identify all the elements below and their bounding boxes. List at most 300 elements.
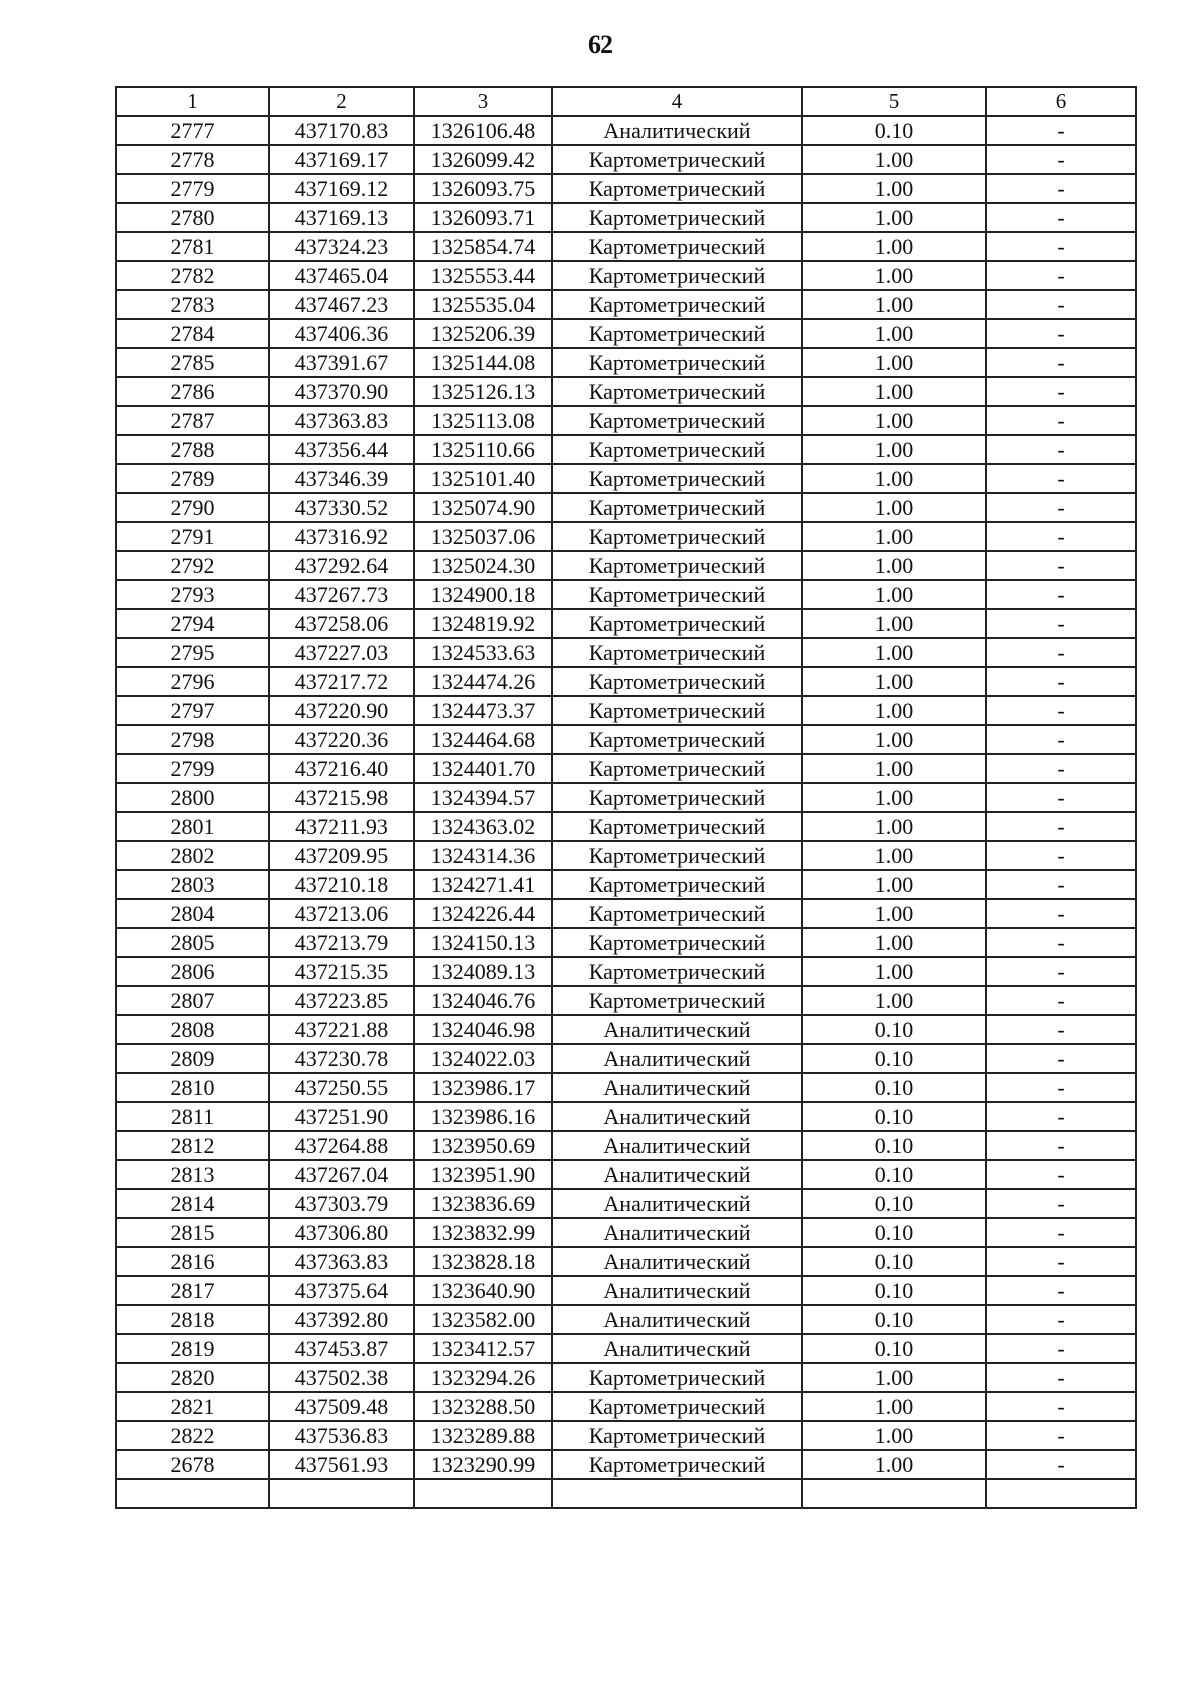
table-row (116, 1479, 1136, 1508)
note-cell: - (986, 377, 1136, 406)
method-cell: Картометрический (552, 725, 802, 754)
y-coordinate-cell: 1325126.13 (414, 377, 552, 406)
method-cell: Картометрический (552, 261, 802, 290)
accuracy-cell (802, 1479, 986, 1508)
x-coordinate-cell: 437169.12 (269, 174, 414, 203)
point-number-cell: 2785 (116, 348, 269, 377)
table-row (116, 1305, 1136, 1334)
method-cell: Картометрический (552, 1450, 802, 1479)
method-cell: Картометрический (552, 609, 802, 638)
header-cell: 1 (116, 87, 269, 116)
table-row (116, 1276, 1136, 1305)
note-cell: - (986, 1421, 1136, 1450)
y-coordinate-cell: 1323294.26 (414, 1363, 552, 1392)
y-coordinate-cell: 1326099.42 (414, 145, 552, 174)
x-coordinate-cell (269, 1479, 414, 1508)
note-cell: - (986, 957, 1136, 986)
table-row (116, 783, 1136, 812)
note-cell: - (986, 406, 1136, 435)
y-coordinate-cell: 1324533.63 (414, 638, 552, 667)
y-coordinate-cell: 1324150.13 (414, 928, 552, 957)
note-cell: - (986, 1189, 1136, 1218)
method-cell: Аналитический (552, 1015, 802, 1044)
accuracy-cell: 1.00 (802, 203, 986, 232)
method-cell: Картометрический (552, 435, 802, 464)
accuracy-cell: 1.00 (802, 899, 986, 928)
method-cell: Картометрический (552, 493, 802, 522)
x-coordinate-cell: 437230.78 (269, 1044, 414, 1073)
table-row (116, 406, 1136, 435)
note-cell: - (986, 928, 1136, 957)
x-coordinate-cell: 437363.83 (269, 1247, 414, 1276)
accuracy-cell: 1.00 (802, 986, 986, 1015)
method-cell: Картометрический (552, 580, 802, 609)
point-number-cell: 2799 (116, 754, 269, 783)
note-cell: - (986, 812, 1136, 841)
x-coordinate-cell: 437251.90 (269, 1102, 414, 1131)
table-row (116, 145, 1136, 174)
point-number-cell: 2792 (116, 551, 269, 580)
x-coordinate-cell: 437209.95 (269, 841, 414, 870)
note-cell: - (986, 290, 1136, 319)
point-number-cell: 2782 (116, 261, 269, 290)
note-cell: - (986, 145, 1136, 174)
table-row (116, 261, 1136, 290)
y-coordinate-cell: 1326106.48 (414, 116, 552, 145)
table-row (116, 1073, 1136, 1102)
method-cell: Картометрический (552, 464, 802, 493)
table-row (116, 1247, 1136, 1276)
accuracy-cell: 1.00 (802, 812, 986, 841)
table-row (116, 754, 1136, 783)
method-cell: Картометрический (552, 348, 802, 377)
x-coordinate-cell: 437267.04 (269, 1160, 414, 1189)
note-cell: - (986, 1218, 1136, 1247)
accuracy-cell: 1.00 (802, 435, 986, 464)
method-cell: Аналитический (552, 1189, 802, 1218)
point-number-cell: 2813 (116, 1160, 269, 1189)
accuracy-cell: 1.00 (802, 377, 986, 406)
header-cell: 3 (414, 87, 552, 116)
point-number-cell: 2798 (116, 725, 269, 754)
note-cell: - (986, 580, 1136, 609)
note-cell: - (986, 1363, 1136, 1392)
point-number-cell: 2818 (116, 1305, 269, 1334)
accuracy-cell: 0.10 (802, 1073, 986, 1102)
y-coordinate-cell: 1324401.70 (414, 754, 552, 783)
point-number-cell: 2777 (116, 116, 269, 145)
y-coordinate-cell: 1324022.03 (414, 1044, 552, 1073)
point-number-cell: 2805 (116, 928, 269, 957)
point-number-cell: 2791 (116, 522, 269, 551)
x-coordinate-cell: 437215.98 (269, 783, 414, 812)
table-row (116, 841, 1136, 870)
y-coordinate-cell: 1325101.40 (414, 464, 552, 493)
x-coordinate-cell: 437467.23 (269, 290, 414, 319)
method-cell: Картометрический (552, 638, 802, 667)
accuracy-cell: 1.00 (802, 783, 986, 812)
note-cell: - (986, 174, 1136, 203)
table-row (116, 957, 1136, 986)
header-cell: 4 (552, 87, 802, 116)
y-coordinate-cell: 1325854.74 (414, 232, 552, 261)
point-number-cell: 2790 (116, 493, 269, 522)
accuracy-cell: 1.00 (802, 667, 986, 696)
x-coordinate-cell: 437392.80 (269, 1305, 414, 1334)
point-number-cell: 2806 (116, 957, 269, 986)
point-number-cell: 2814 (116, 1189, 269, 1218)
accuracy-cell: 0.10 (802, 1131, 986, 1160)
note-cell: - (986, 1450, 1136, 1479)
y-coordinate-cell: 1323986.17 (414, 1073, 552, 1102)
table-row (116, 377, 1136, 406)
method-cell: Аналитический (552, 116, 802, 145)
note-cell: - (986, 754, 1136, 783)
point-number-cell: 2817 (116, 1276, 269, 1305)
x-coordinate-cell: 437221.88 (269, 1015, 414, 1044)
note-cell: - (986, 841, 1136, 870)
x-coordinate-cell: 437306.80 (269, 1218, 414, 1247)
note-cell: - (986, 783, 1136, 812)
table-row (116, 116, 1136, 145)
x-coordinate-cell: 437346.39 (269, 464, 414, 493)
note-cell: - (986, 1015, 1136, 1044)
y-coordinate-cell: 1323582.00 (414, 1305, 552, 1334)
table-row (116, 348, 1136, 377)
table-row (116, 1102, 1136, 1131)
accuracy-cell: 0.10 (802, 1015, 986, 1044)
table-row (116, 928, 1136, 957)
table-row (116, 986, 1136, 1015)
accuracy-cell: 1.00 (802, 580, 986, 609)
y-coordinate-cell: 1324819.92 (414, 609, 552, 638)
accuracy-cell: 0.10 (802, 1160, 986, 1189)
y-coordinate-cell: 1325144.08 (414, 348, 552, 377)
x-coordinate-cell: 437536.83 (269, 1421, 414, 1450)
method-cell: Аналитический (552, 1160, 802, 1189)
note-cell: - (986, 116, 1136, 145)
point-number-cell: 2801 (116, 812, 269, 841)
note-cell (986, 1479, 1136, 1508)
note-cell: - (986, 1160, 1136, 1189)
y-coordinate-cell: 1324089.13 (414, 957, 552, 986)
point-number-cell (116, 1479, 269, 1508)
note-cell: - (986, 522, 1136, 551)
note-cell: - (986, 1044, 1136, 1073)
point-number-cell: 2784 (116, 319, 269, 348)
table-row (116, 1218, 1136, 1247)
table-row (116, 232, 1136, 261)
accuracy-cell: 1.00 (802, 406, 986, 435)
note-cell: - (986, 870, 1136, 899)
y-coordinate-cell: 1325074.90 (414, 493, 552, 522)
accuracy-cell: 0.10 (802, 116, 986, 145)
y-coordinate-cell: 1326093.75 (414, 174, 552, 203)
y-coordinate-cell: 1324046.76 (414, 986, 552, 1015)
y-coordinate-cell: 1326093.71 (414, 203, 552, 232)
x-coordinate-cell: 437391.67 (269, 348, 414, 377)
point-number-cell: 2788 (116, 435, 269, 464)
point-number-cell: 2800 (116, 783, 269, 812)
x-coordinate-cell: 437267.73 (269, 580, 414, 609)
x-coordinate-cell: 437502.38 (269, 1363, 414, 1392)
header-cell: 2 (269, 87, 414, 116)
method-cell: Картометрический (552, 145, 802, 174)
y-coordinate-cell: 1323288.50 (414, 1392, 552, 1421)
table-row (116, 667, 1136, 696)
x-coordinate-cell: 437324.23 (269, 232, 414, 261)
accuracy-cell: 0.10 (802, 1189, 986, 1218)
method-cell: Картометрический (552, 406, 802, 435)
y-coordinate-cell: 1325535.04 (414, 290, 552, 319)
x-coordinate-cell: 437220.36 (269, 725, 414, 754)
accuracy-cell: 1.00 (802, 551, 986, 580)
table-row (116, 174, 1136, 203)
note-cell: - (986, 1073, 1136, 1102)
accuracy-cell: 1.00 (802, 1392, 986, 1421)
y-coordinate-cell: 1324394.57 (414, 783, 552, 812)
accuracy-cell: 1.00 (802, 696, 986, 725)
table-row (116, 899, 1136, 928)
table-row (116, 725, 1136, 754)
y-coordinate-cell: 1324900.18 (414, 580, 552, 609)
x-coordinate-cell: 437509.48 (269, 1392, 414, 1421)
x-coordinate-cell: 437316.92 (269, 522, 414, 551)
table-row (116, 493, 1136, 522)
y-coordinate-cell: 1325206.39 (414, 319, 552, 348)
point-number-cell: 2821 (116, 1392, 269, 1421)
method-cell: Картометрический (552, 377, 802, 406)
table-row (116, 1131, 1136, 1160)
accuracy-cell: 0.10 (802, 1247, 986, 1276)
header-cell: 6 (986, 87, 1136, 116)
x-coordinate-cell: 437250.55 (269, 1073, 414, 1102)
note-cell: - (986, 1131, 1136, 1160)
note-cell: - (986, 1247, 1136, 1276)
table-row (116, 1044, 1136, 1073)
point-number-cell: 2786 (116, 377, 269, 406)
accuracy-cell: 1.00 (802, 493, 986, 522)
y-coordinate-cell: 1325110.66 (414, 435, 552, 464)
point-number-cell: 2819 (116, 1334, 269, 1363)
method-cell: Картометрический (552, 319, 802, 348)
y-coordinate-cell: 1324046.98 (414, 1015, 552, 1044)
accuracy-cell: 1.00 (802, 145, 986, 174)
y-coordinate-cell: 1323836.69 (414, 1189, 552, 1218)
point-number-cell: 2815 (116, 1218, 269, 1247)
accuracy-cell: 1.00 (802, 174, 986, 203)
x-coordinate-cell: 437220.90 (269, 696, 414, 725)
point-number-cell: 2778 (116, 145, 269, 174)
accuracy-cell: 1.00 (802, 841, 986, 870)
y-coordinate-cell: 1324474.26 (414, 667, 552, 696)
table-row (116, 203, 1136, 232)
point-number-cell: 2820 (116, 1363, 269, 1392)
method-cell: Картометрический (552, 870, 802, 899)
table-body (116, 87, 1136, 1508)
y-coordinate-cell: 1323828.18 (414, 1247, 552, 1276)
method-cell: Аналитический (552, 1102, 802, 1131)
accuracy-cell: 1.00 (802, 464, 986, 493)
y-coordinate-cell: 1325553.44 (414, 261, 552, 290)
method-cell: Аналитический (552, 1044, 802, 1073)
table-row (116, 1421, 1136, 1450)
method-cell: Аналитический (552, 1276, 802, 1305)
y-coordinate-cell: 1324363.02 (414, 812, 552, 841)
y-coordinate-cell: 1323951.90 (414, 1160, 552, 1189)
y-coordinate-cell: 1325113.08 (414, 406, 552, 435)
method-cell: Картометрический (552, 1392, 802, 1421)
note-cell: - (986, 261, 1136, 290)
header-cell: 5 (802, 87, 986, 116)
accuracy-cell: 1.00 (802, 754, 986, 783)
x-coordinate-cell: 437216.40 (269, 754, 414, 783)
table-row (116, 522, 1136, 551)
x-coordinate-cell: 437227.03 (269, 638, 414, 667)
point-number-cell: 2796 (116, 667, 269, 696)
note-cell: - (986, 609, 1136, 638)
point-number-cell: 2822 (116, 1421, 269, 1450)
method-cell: Аналитический (552, 1247, 802, 1276)
table-row (116, 1363, 1136, 1392)
method-cell: Аналитический (552, 1334, 802, 1363)
note-cell: - (986, 1334, 1136, 1363)
accuracy-cell: 1.00 (802, 638, 986, 667)
x-coordinate-cell: 437210.18 (269, 870, 414, 899)
note-cell: - (986, 348, 1136, 377)
y-coordinate-cell: 1324464.68 (414, 725, 552, 754)
accuracy-cell: 1.00 (802, 957, 986, 986)
note-cell: - (986, 319, 1136, 348)
method-cell: Картометрический (552, 754, 802, 783)
method-cell: Картометрический (552, 696, 802, 725)
y-coordinate-cell: 1325024.30 (414, 551, 552, 580)
x-coordinate-cell: 437561.93 (269, 1450, 414, 1479)
x-coordinate-cell: 437217.72 (269, 667, 414, 696)
accuracy-cell: 1.00 (802, 1363, 986, 1392)
note-cell: - (986, 667, 1136, 696)
point-number-cell: 2811 (116, 1102, 269, 1131)
note-cell: - (986, 638, 1136, 667)
point-number-cell: 2797 (116, 696, 269, 725)
method-cell: Картометрический (552, 812, 802, 841)
note-cell: - (986, 232, 1136, 261)
table-row (116, 464, 1136, 493)
point-number-cell: 2816 (116, 1247, 269, 1276)
note-cell: - (986, 725, 1136, 754)
accuracy-cell: 0.10 (802, 1044, 986, 1073)
x-coordinate-cell: 437356.44 (269, 435, 414, 464)
x-coordinate-cell: 437169.13 (269, 203, 414, 232)
accuracy-cell: 0.10 (802, 1218, 986, 1247)
method-cell: Картометрический (552, 667, 802, 696)
y-coordinate-cell: 1324271.41 (414, 870, 552, 899)
method-cell: Аналитический (552, 1305, 802, 1334)
y-coordinate-cell: 1323950.69 (414, 1131, 552, 1160)
coordinates-table (115, 86, 1137, 1509)
method-cell: Картометрический (552, 174, 802, 203)
point-number-cell: 2804 (116, 899, 269, 928)
table-row (116, 696, 1136, 725)
method-cell: Аналитический (552, 1218, 802, 1247)
x-coordinate-cell: 437330.52 (269, 493, 414, 522)
point-number-cell: 2779 (116, 174, 269, 203)
point-number-cell: 2810 (116, 1073, 269, 1102)
x-coordinate-cell: 437453.87 (269, 1334, 414, 1363)
table-row (116, 870, 1136, 899)
accuracy-cell: 1.00 (802, 928, 986, 957)
point-number-cell: 2802 (116, 841, 269, 870)
table-row (116, 290, 1136, 319)
accuracy-cell: 0.10 (802, 1305, 986, 1334)
point-number-cell: 2780 (116, 203, 269, 232)
accuracy-cell: 1.00 (802, 319, 986, 348)
y-coordinate-cell: 1323412.57 (414, 1334, 552, 1363)
accuracy-cell: 0.10 (802, 1102, 986, 1131)
note-cell: - (986, 435, 1136, 464)
x-coordinate-cell: 437170.83 (269, 116, 414, 145)
method-cell: Картометрический (552, 232, 802, 261)
point-number-cell: 2783 (116, 290, 269, 319)
point-number-cell: 2807 (116, 986, 269, 1015)
accuracy-cell: 1.00 (802, 609, 986, 638)
x-coordinate-cell: 437292.64 (269, 551, 414, 580)
x-coordinate-cell: 437370.90 (269, 377, 414, 406)
point-number-cell: 2793 (116, 580, 269, 609)
table-row (116, 580, 1136, 609)
x-coordinate-cell: 437223.85 (269, 986, 414, 1015)
method-cell: Картометрический (552, 551, 802, 580)
note-cell: - (986, 899, 1136, 928)
table-row (116, 551, 1136, 580)
table-row (116, 1450, 1136, 1479)
method-cell: Картометрический (552, 1421, 802, 1450)
y-coordinate-cell: 1324473.37 (414, 696, 552, 725)
accuracy-cell: 1.00 (802, 1450, 986, 1479)
method-cell (552, 1479, 802, 1508)
note-cell: - (986, 1102, 1136, 1131)
note-cell: - (986, 551, 1136, 580)
table-row (116, 1015, 1136, 1044)
x-coordinate-cell: 437213.06 (269, 899, 414, 928)
y-coordinate-cell: 1323640.90 (414, 1276, 552, 1305)
method-cell: Картометрический (552, 290, 802, 319)
x-coordinate-cell: 437215.35 (269, 957, 414, 986)
table-row (116, 638, 1136, 667)
method-cell: Картометрический (552, 841, 802, 870)
accuracy-cell: 1.00 (802, 870, 986, 899)
accuracy-cell: 1.00 (802, 522, 986, 551)
accuracy-cell: 1.00 (802, 348, 986, 377)
x-coordinate-cell: 437406.36 (269, 319, 414, 348)
x-coordinate-cell: 437363.83 (269, 406, 414, 435)
accuracy-cell: 1.00 (802, 725, 986, 754)
accuracy-cell: 1.00 (802, 1421, 986, 1450)
y-coordinate-cell: 1324226.44 (414, 899, 552, 928)
method-cell: Картометрический (552, 986, 802, 1015)
point-number-cell: 2789 (116, 464, 269, 493)
point-number-cell: 2808 (116, 1015, 269, 1044)
y-coordinate-cell: 1323290.99 (414, 1450, 552, 1479)
note-cell: - (986, 986, 1136, 1015)
method-cell: Картометрический (552, 203, 802, 232)
note-cell: - (986, 1305, 1136, 1334)
method-cell: Картометрический (552, 522, 802, 551)
y-coordinate-cell: 1323986.16 (414, 1102, 552, 1131)
table-row (116, 812, 1136, 841)
method-cell: Картометрический (552, 957, 802, 986)
table-row (116, 1189, 1136, 1218)
